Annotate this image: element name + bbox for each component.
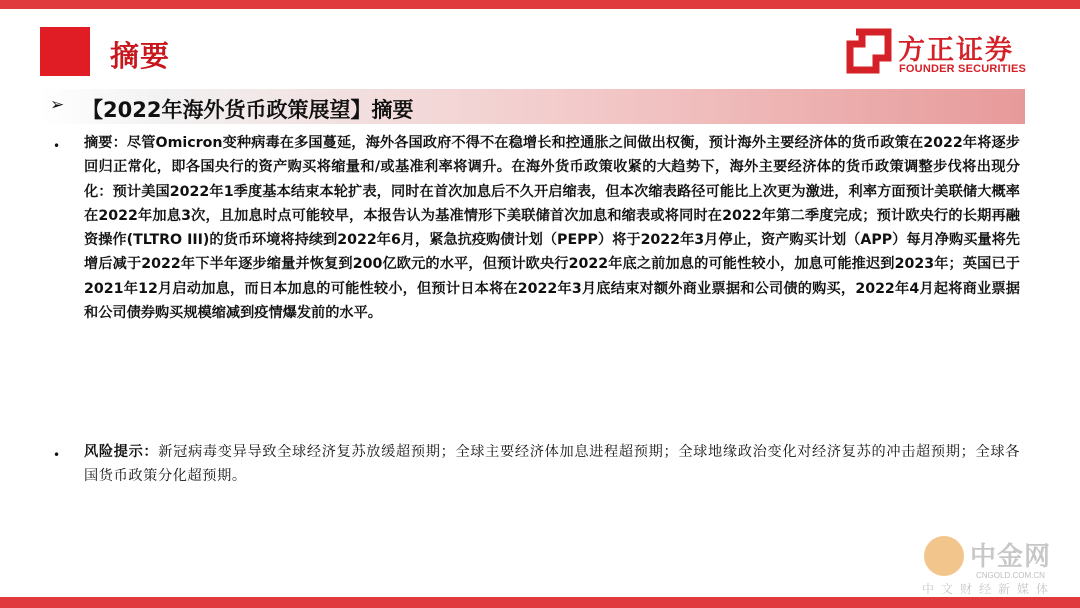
logo-cn-text: 方正证券: [898, 35, 1014, 66]
arrow-bullet-icon: ➢: [50, 95, 65, 115]
logo-en-text: FOUNDER SECURITIES: [899, 63, 1027, 75]
risk-paragraph: [84, 440, 1020, 489]
top-accent-bar: [0, 0, 1080, 9]
cngold-logo-icon: [924, 536, 964, 576]
page-title: 摘要: [110, 39, 171, 73]
cngold-watermark: [918, 532, 1068, 598]
founder-securities-logo: [846, 28, 1036, 78]
bullet-marker: •: [53, 139, 61, 153]
bottom-accent-bar: [0, 597, 1080, 608]
founder-logo-icon: [846, 28, 892, 74]
section-banner: [40, 89, 1025, 124]
bullet-marker: •: [53, 448, 61, 462]
summary-paragraph: 摘要：尽管Omicron变种病毒在多国蔓延，海外各国政府不得不在稳增长和控通胀之间做出权衡，预计海外主要经济体的货币政策在2022年将逐步回归正常化，即各国央行的资产购买将缩量和/或基准利率将调升。在海外货币政策收紧的大趋势下，海外主要经济体的货币政策调整步伐将出现分化：预计美国2022年1季度基本结束本轮扩表，同时在首次加息后不久开启缩表，但本次缩表路径可能比上次更为激进，利率方面预计美联储大概率在2022年加息3次，且加息时点可能较早，本报告认为基准情形下美联储首次加息和缩表或将同时在2022年第二季度完成；预计欧央行的长期再融资操作(TLTRO III)的货币环境将持续到2022年6月，紧急抗疫购债计划（PEPP）将于2022年3月停止，资产购买计划（APP）每月净购买量将先增后减于2022年下半年逐步缩量并恢复到200亿欧元的水平，但预计欧央行2022年底之前加息的可能性较小，加息可能推迟到2023年；英国已于2021年12月启动加息，而日本加息的可能性较小，但预计日本将在2022年3月底结束对额外商业票据和公司债的购买，2022年4月起将商业票据和公司债券购买规模缩减到疫情爆发前的水平。: [84, 135, 1020, 322]
watermark-url: CNGOLD.COM.CN: [976, 571, 1045, 580]
title-accent-block: [40, 27, 90, 76]
section-title: 【2022年海外货币政策展望】摘要: [82, 98, 414, 122]
risk-text: 新冠病毒变异导致全球经济复苏放缓超预期；全球主要经济体加息进程超预期；全球地缘政治变化对经济复苏的冲击超预期；全球各国货币政策分化超预期。: [84, 444, 1020, 485]
watermark-cn: 中金网: [970, 542, 1052, 572]
page-number: 2: [1055, 581, 1066, 599]
risk-lead-label: 风险提示：: [84, 444, 159, 460]
watermark-sub: 中文财经新媒体: [922, 582, 1056, 596]
